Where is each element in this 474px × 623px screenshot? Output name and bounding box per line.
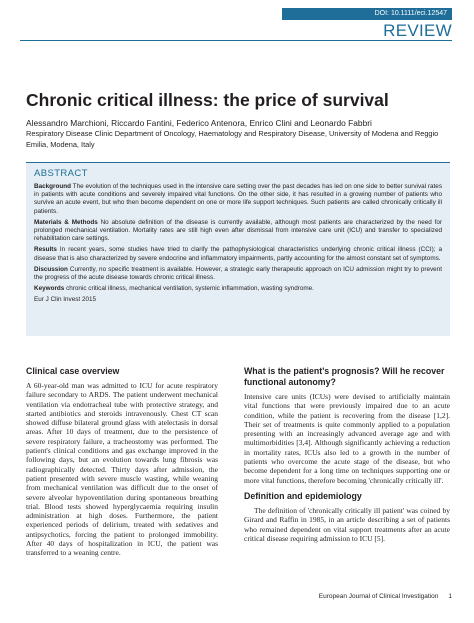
abstract-results (34, 246, 442, 262)
definition-heading: Definition and epidemiology (244, 490, 362, 501)
abstract-background (34, 183, 442, 216)
article-title: Chronic critical illness: the price of survival (26, 90, 389, 110)
clinical-case-heading: Clinical case overview (26, 366, 120, 376)
keywords-label: Keywords (34, 285, 65, 293)
background-label: Background (34, 183, 72, 190)
doi-bar[interactable] (282, 8, 452, 20)
background-text: The evolution of the techniques used in the intensive care setting over the past decades has led on one side to better survival rates in patients with acute conditions and severely impaired vital functions. On the other side, it has resulted in a growing number of patients who survive an acute event, but who then become dependent on one or more life support techniques. Such patients are called chronically critically ill patients. (34, 183, 442, 215)
header-divider (20, 40, 452, 41)
section-label: REVIEW (383, 21, 452, 40)
results-text: In recent years, some studies have tried to clarify the pathophysiological characteristics underlying chronic critical illness (CCI); a disease that is also characterized by severe endocrine and inflammatory impairments, partly accounting for the almost constant set of symptoms. (34, 246, 442, 262)
doi-link[interactable]: DOI: 10.1111/eci.12547 (374, 10, 447, 17)
journal-citation: Eur J Clin Invest 2015 (34, 296, 97, 304)
discussion-label: Discussion (34, 265, 68, 273)
prognosis-heading: What is the patient's prognosis? Will he recover functional autonomy? (244, 366, 445, 387)
results-label: Results (34, 246, 57, 254)
abstract-discussion (34, 266, 442, 282)
abstract-box (26, 162, 450, 336)
methods-label: Materials & Methods (34, 218, 98, 226)
author-list: Alessandro Marchioni, Riccardo Fantini, Federico Antenora, Enrico Clini and Leonardo Fabbri (26, 118, 372, 128)
abstract-heading: ABSTRACT (34, 168, 88, 179)
page-footer (319, 593, 452, 600)
page-number: 1 (448, 593, 452, 600)
methods-text: No absolute definition of the disease is currently available, although most patients are characterized by the need for prolonged mechanical ventilation. Mortality rates are still high even after dismissal from intensive care unit (ICU) and transfer to specialized rehabilitation care settings. (34, 218, 442, 243)
left-column (26, 366, 218, 558)
definition-text: The definition of 'chronically critically ill patient' was coined by Girard and Raffin in 1985, in an article describing a set of patients who remained dependent on vital support treatments after an acute critical disease requiring admission to ICU [5]. (244, 505, 450, 543)
journal-name: European Journal of Clinical Investigation (318, 593, 439, 600)
discussion-text: Currently, no specific treatment is available. However, a strategic early therapeutic approach on ICU admission might try to prevent the progress of the acute disease towards chronic critical illness. (34, 265, 442, 282)
abstract-keywords (34, 285, 442, 293)
prognosis-text: Intensive care units (ICUs) were devised to artificially maintain vital functions that were previously impaired due to an acute condition, while the patient is recovering from the disease [1,2]. Their set of treatments is quite commonly applied to a population presenting with an increasingly advanced average age and with multimorbidities [3,4]. Although significantly achieving a reduction in mortality rates, ICUs also led to a growth in the number of patients who overcome the acute stage of the disease, but who become dependent for a long time on techniques supporting one or more vital functions, therefore becoming 'chronically critically ill'. (244, 392, 450, 485)
clinical-case-text: A 60-year-old man was admitted to ICU for acute respiratory failure secondary to ARDS. The patient underwent mechanical ventilation via endotracheal tube with protective strategy, and started antibiotics and steroids intravenously. Chest CT scan showed diffuse bilateral ground glass with atelectasis in dorsal areas. After 10 days of treatment, due to the persistence of severe respiratory failure, a tracheostomy was performed. The patient's clinical conditions and gas exchange improved in the following days, but an evolution towards lung fibrosis was radiographically detected. Thirty days after admission, the patient presented with severe muscle wasting, while weaning from mechanical ventilation was difficult due to the onset of severe alveolar hypoventilation during spontaneous breathing trial. Blood tests showed hyperglycaemia requiring insulin administration at high doses. Furthermore, the patient experienced periods of delirium, treated with sedatives and antipsychotics, forcing the patient to prolonged immobility. After 40 days of hospitalization in ICU, the patient was transferred to a weaning centre. (26, 381, 218, 558)
right-column (244, 366, 450, 543)
abstract-methods (34, 219, 442, 244)
affiliation: Respiratory Disease Clinic Department of Oncology, Haematology and Respiratory Disease, University of Modena and Reggio Emilia, Modena, Italy (26, 129, 439, 149)
keywords-text: chronic critical illness, mechanical ventilation, systemic inflammation, wasting syndrome. (64, 285, 314, 293)
